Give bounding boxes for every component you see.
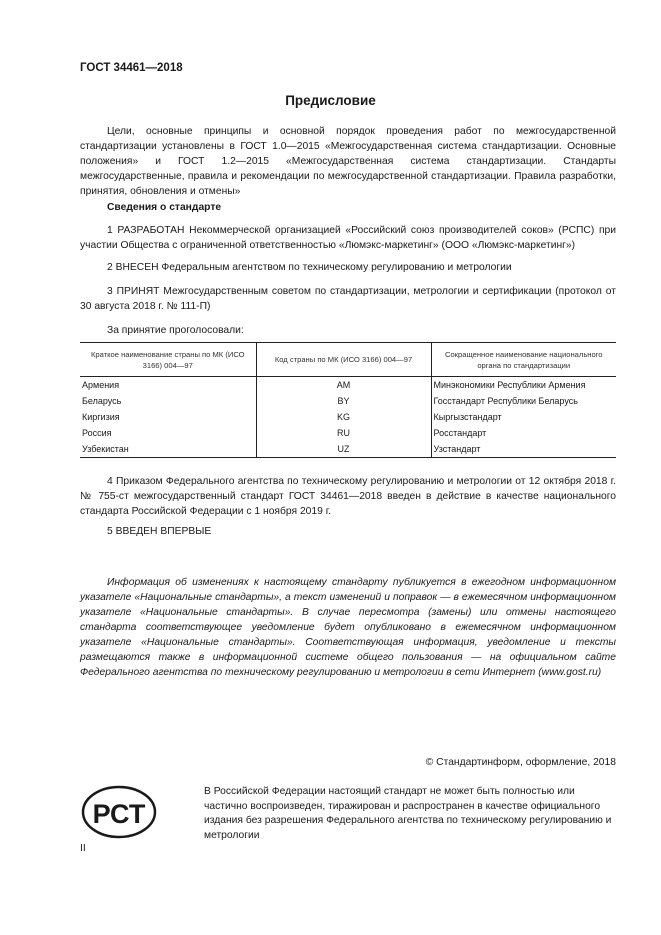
section-heading: Сведения о стандарте — [107, 202, 222, 213]
item-4-order: 4 Приказом Федерального агентства по техническому регулированию и метрологии от 12 октября 2018 г. № 755-ст межгосударственный стандарт ГОСТ 34461—2018 введен в действие в качестве национального стандарта Российской Федерации с 1 ноября 2019 г. — [80, 476, 616, 517]
cell-body: Минэкономики Республики Армения — [431, 377, 616, 394]
cell-body: Кыргызстандарт — [431, 409, 616, 425]
gost-r-logo-icon — [80, 784, 158, 845]
column-header-country: Краткое наименование страны по МК (ИСО 3166) 004—97 — [80, 343, 256, 377]
cell-country: Беларусь — [82, 396, 122, 406]
item-3-adopted: 3 ПРИНЯТ Межгосударственным советом по стандартизации, метрологии и сертификации (протокол от 30 августа 2018 г. № 111-П) — [80, 286, 616, 312]
copyright: © Стандартинформ, оформление, 2018 — [425, 757, 616, 768]
svg-text:РСТ: РСТ — [92, 799, 146, 829]
intro-paragraph: Цели, основные принципы и основной порядок проведения работ по межгосударственной стандартизации установлены в ГОСТ 1.0—2015 «Межгосударственная система стандартизации. Основные положения» и ГОСТ 1.2—2015 «Межгосударственная система стандартизации. Стандарты межгосударственные, правила и рекомендации по межгосударственной стандартизации. Правила разработки, принятия, обновления и отмены» — [80, 126, 616, 197]
info-notice: Информация об изменениях к настоящему стандарту публикуется в ежегодном информационном указателе «Национальные стандарты», а текст изменений и поправок — в ежемесячном информационном указателе «Национальные стандарты». В случае пересмотра (замены) или отмены настоящего стандарта соответствующее уведомление будет опубликовано в ежемесячном информационном указателе «Национальные стандарты». Соответствующая информация, уведомление и тексты размещаются также в информационной системе общего пользования — на официальном сайте Федерального агентства по техническому регулированию и метрологии в сети Интернет (www.gost.ru) — [80, 577, 616, 678]
table-header-row — [80, 343, 616, 377]
table-row — [80, 409, 616, 425]
cell-code: AM — [256, 377, 431, 394]
page-title: Предисловие — [285, 93, 376, 108]
voted-label: За принятие проголосовали: — [107, 325, 244, 336]
cell-country: Узбекистан — [80, 441, 256, 458]
table-row — [80, 425, 616, 441]
cell-body: Росстандарт — [431, 425, 616, 441]
cell-code: RU — [256, 425, 431, 441]
table-row — [80, 377, 616, 394]
rights-notice: В Российской Федерации настоящий стандарт не может быть полностью или частично воспроизведен, тиражирован и распространен в качестве официального издания без разрешения Федерального агентства по техническому регулированию и метрологии — [204, 786, 612, 841]
cell-country: Киргизия — [82, 412, 120, 422]
doc-code-header: ГОСТ 34461—2018 — [80, 62, 183, 74]
column-header-body: Сокращенное наименование национального органа по стандартизации — [431, 343, 616, 377]
item-1-developed: 1 РАЗРАБОТАН Некоммерческой организацией «Российский союз производителей соков» (РСПС) при участии Общества с ограниченной ответственностью «Люмэкс-маркетинг» (ООО «Люмэкс-маркетинг») — [80, 225, 616, 251]
item-5-first-time: 5 ВВЕДЕН ВПЕРВЫЕ — [107, 526, 212, 537]
cell-country: Армения — [82, 380, 120, 390]
voting-table — [80, 342, 616, 458]
cell-body: Госстандарт Республики Беларусь — [431, 393, 616, 409]
table-row — [80, 441, 616, 458]
item-2-submitted: 2 ВНЕСЕН Федеральным агентством по техническому регулированию и метрологии — [107, 262, 512, 273]
cell-code: BY — [256, 393, 431, 409]
cell-code: KG — [256, 409, 431, 425]
column-header-code: Код страны по МК (ИСО 3166) 004—97 — [256, 343, 431, 377]
table-row — [80, 393, 616, 409]
cell-body: Узстандарт — [431, 441, 616, 458]
page-number: II — [80, 843, 86, 854]
cell-code: UZ — [256, 441, 431, 458]
cell-country: Россия — [82, 428, 112, 438]
